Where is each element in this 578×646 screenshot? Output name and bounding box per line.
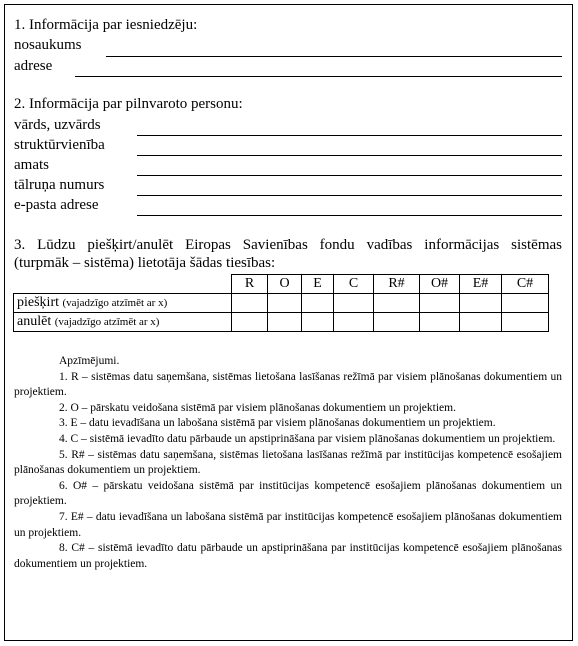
rights-col-e-hash: E# [460,275,502,294]
grant-cell-c-hash[interactable] [502,294,549,313]
section3-heading-line1: 3. Lūdzu piešķirt/anulēt Eiropas Savienības fondu vadības informācijas sistēmas [14,237,562,253]
field-label-phone: tālruņa numurs [14,177,105,193]
note-item: 6. O# – pārskatu veidošana sistēmā par institūcijas kompetencē esošajiem plānošanas dokumentiem un projektiem. [14,479,562,508]
revoke-cell-r[interactable] [232,313,268,332]
field-line-unit[interactable] [137,155,562,156]
field-label-fullname: vārds, uzvārds [14,117,101,133]
field-line-position[interactable] [137,175,562,176]
grant-note: (vajadzīgo atzīmēt ar x) [62,297,168,309]
field-line-name[interactable] [106,56,562,57]
rights-row-revoke-label [14,313,232,332]
field-line-address[interactable] [75,76,562,77]
note-item: 7. E# – datu ievadīšana un labošana sistēmā par institūcijas kompetencē esošajiem plānošanas dokumentiem un projektiem. [14,510,562,539]
grant-cell-o[interactable] [268,294,302,313]
grant-cell-r-hash[interactable] [374,294,420,313]
field-label-address: adrese [14,58,53,74]
rights-header-blank [14,275,232,294]
note-item: 5. R# – sistēmas datu saņemšana, sistēmas lietošana lasīšanas režīmā par institūcijas kompetencē esošajiem plānošanas dokumentiem un projektiem. [14,448,562,477]
rights-col-c: C [334,275,374,294]
grant-cell-e[interactable] [302,294,334,313]
rights-table [13,274,549,332]
revoke-label: anulēt [17,314,52,329]
grant-cell-c[interactable] [334,294,374,313]
rights-row-revoke [14,313,549,332]
rights-col-o: O [268,275,302,294]
rights-col-r-hash: R# [374,275,420,294]
rights-col-o-hash: O# [420,275,460,294]
revoke-cell-o-hash[interactable] [420,313,460,332]
revoke-cell-o[interactable] [268,313,302,332]
grant-cell-e-hash[interactable] [460,294,502,313]
field-label-name: nosaukums [14,37,82,53]
section3-heading-line2: (turpmāk – sistēma) lietotāja šādas tiesības: [14,255,276,271]
revoke-cell-r-hash[interactable] [374,313,420,332]
notes-title: Apzīmējumi. [59,355,120,367]
rights-col-c-hash: C# [502,275,549,294]
field-label-email: e-pasta adrese [14,197,99,213]
field-line-email[interactable] [137,215,562,216]
rights-col-r: R [232,275,268,294]
rights-header-row [14,275,549,294]
revoke-cell-e-hash[interactable] [460,313,502,332]
field-line-fullname[interactable] [137,135,562,136]
notes-block [14,354,562,572]
section1-heading: 1. Informācija par iesniedzēju: [14,17,198,33]
field-line-phone[interactable] [137,195,562,196]
grant-cell-r[interactable] [232,294,268,313]
revoke-note: (vajadzīgo atzīmēt ar x) [54,316,160,328]
note-item: 1. R – sistēmas datu saņemšana, sistēmas lietošana lasīšanas režīmā par visiem plānošanas dokumentiem un projektiem. [14,370,562,399]
revoke-cell-c[interactable] [334,313,374,332]
note-item: 2. O – pārskatu veidošana sistēmā par visiem plānošanas dokumentiem un projektiem. [59,401,456,414]
rights-row-grant-label [14,294,232,313]
field-label-unit: struktūrvienība [14,137,105,153]
grant-label: piešķirt [17,295,59,310]
note-item: 8. C# – sistēmā ievadīto datu pārbaude un apstiprināšana par institūcijas kompetencē esošajiem plānošanas dokumentiem un projektiem. [14,542,562,570]
grant-cell-o-hash[interactable] [420,294,460,313]
rights-row-grant [14,294,549,313]
section2-heading: 2. Informācija par pilnvaroto personu: [14,96,243,112]
note-item: 4. C – sistēmā ievadīto datu pārbaude un apstiprināšana par visiem plānošanas dokumentiem un projektiem. [59,432,556,445]
rights-col-e: E [302,275,334,294]
note-item: 3. E – datu ievadīšana un labošana sistēmā par visiem plānošanas dokumentiem un projektiem. [59,417,496,430]
field-label-position: amats [14,157,49,173]
revoke-cell-c-hash[interactable] [502,313,549,332]
revoke-cell-e[interactable] [302,313,334,332]
